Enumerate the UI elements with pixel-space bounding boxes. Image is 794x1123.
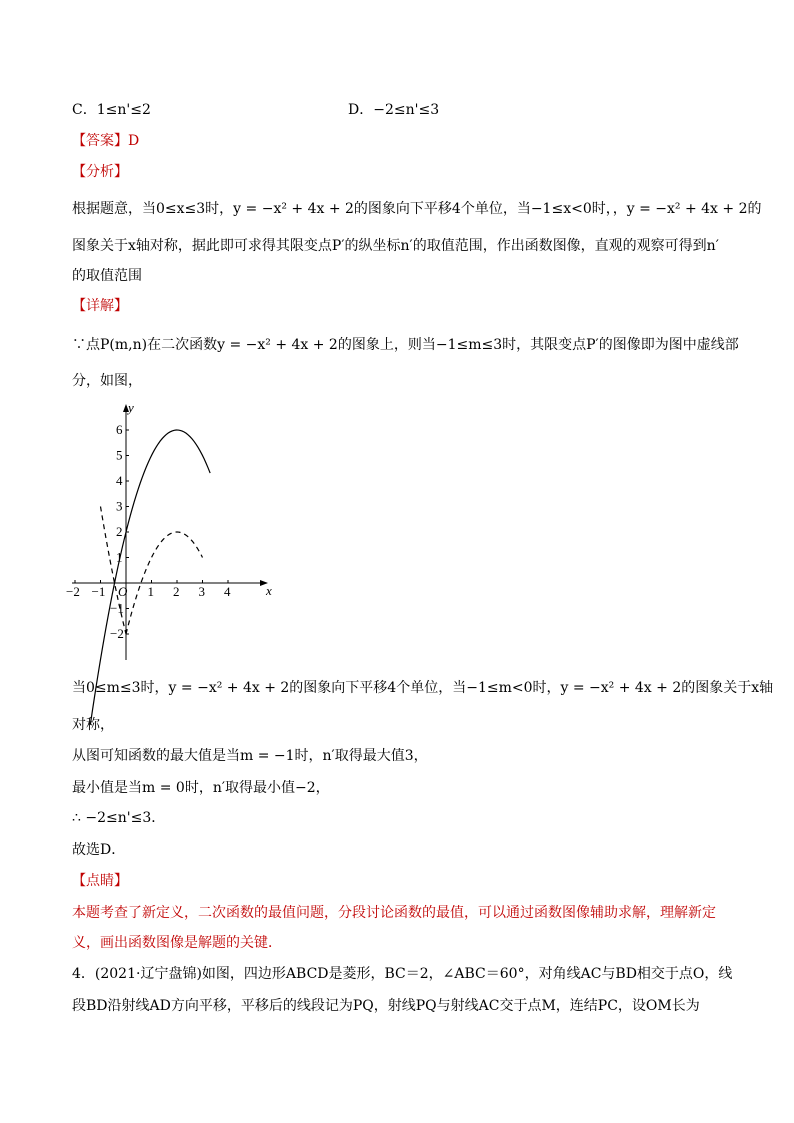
question-4-line-2: 段BD沿射线AD方向平移，平移后的线段记为PQ，射线PQ与射线AC交于点M，连结PC，设OM长为	[72, 998, 700, 1014]
y-tick-label: 4	[116, 473, 123, 488]
answer-label: 【答案】	[72, 133, 128, 149]
x-tick-label: 3	[198, 584, 205, 599]
comment-line-2: 义，画出函数图像是解题的关键．	[72, 935, 282, 951]
x-axis-label: x	[266, 583, 272, 598]
detail-line-5: 从图可知函数的最大值是当m = −1时，n′取得最大值3，	[72, 748, 428, 764]
detail-line-8: 故选D．	[72, 842, 126, 858]
x-tick-label: 1	[147, 584, 154, 599]
option-c: C．1≤n'≤2	[72, 102, 151, 118]
origin-label: O	[118, 584, 128, 599]
x-tick-label: 2	[173, 584, 180, 599]
comment-line-1: 本题考查了新定义，二次函数的最值问题，分段讨论函数的最值，可以通过函数图像辅助求解，理解新定	[72, 905, 716, 921]
function-graph	[66, 398, 282, 666]
answer-value: D	[128, 133, 140, 149]
y-tick-label: −1	[110, 600, 124, 616]
analysis-line-1: 根据题意，当0≤x≤3时，y = −x² + 4x + 2的图象向下平移4个单位，当−1≤x<0时，，y = −x² + 4x + 2的	[72, 201, 762, 217]
y-tick-label: −2	[110, 626, 124, 641]
y-tick-label: 5	[116, 447, 123, 463]
y-tick-label: 3	[116, 498, 123, 514]
comment-label: 【点睛】	[72, 873, 128, 889]
graph-axes	[72, 404, 268, 660]
x-tick-label: −1	[91, 584, 106, 599]
detail-line-4: 对称，	[72, 717, 114, 733]
option-d: D．−2≤n'≤3	[348, 102, 440, 118]
detail-line-7: ∴ −2≤n'≤3．	[72, 810, 166, 826]
detail-line-2: 分，如图，	[72, 373, 142, 389]
graph-ticks	[66, 422, 231, 641]
y-tick-label: 2	[116, 524, 123, 539]
analysis-line-2: 图象关于x轴对称，据此即可求得其限变点P′的纵坐标n′的取值范围，作出函数图像，直观的观察可得到n′	[72, 238, 719, 254]
y-tick-label: 6	[116, 422, 123, 437]
detail-line-3: 当0≤m≤3时，y = −x² + 4x + 2的图象向下平移4个单位，当−1≤m<0时，y = −x² + 4x + 2的图象关于x轴	[72, 680, 774, 696]
detail-line-1: ∵点P(m,n)在二次函数y = −x² + 4x + 2的图象上，则当−1≤m≤3时，其限变点P′的图像即为图中虚线部	[72, 337, 739, 353]
analysis-label: 【分析】	[72, 164, 128, 180]
x-tick-label: −2	[66, 584, 80, 599]
x-tick-label: 4	[224, 584, 231, 599]
analysis-line-3: 的取值范围	[72, 268, 142, 284]
y-axis-label: y	[128, 400, 134, 415]
question-4-line-1: 4．(2021·辽宁盘锦)如图，四边形ABCD是菱形，BC＝2，∠ABC＝60°，对角线AC与BD相交于点O，线	[72, 966, 733, 982]
detail-label: 【详解】	[72, 298, 128, 314]
y-tick-label: 1	[116, 549, 123, 565]
detail-line-6: 最小值是当m = 0时，n′取得最小值−2，	[72, 780, 330, 796]
answer-line	[72, 131, 139, 151]
